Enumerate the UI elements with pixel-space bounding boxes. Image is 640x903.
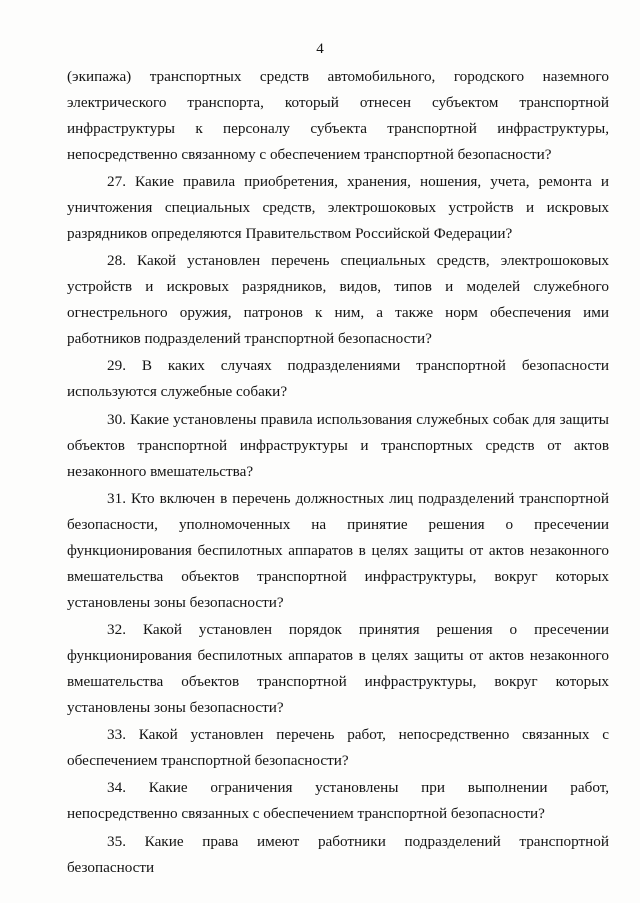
paragraph-item-31: 31. Кто включен в перечень должностных лиц подразделений транспортной безопасности, уполномоченных на принятие решения о пресечении функционирования беспилотных аппаратов в целях защиты от актов незаконного вмешательства объектов транспортной инфраструктуры, вокруг которых установлены зоны безопасности? [67,490,609,611]
page-number: 4 [316,41,324,57]
paragraph-item-29: 29. В каких случаях подразделениями транспортной безопасности используются служебные собаки? [67,357,609,401]
paragraph-item-27: 27. Какие правила приобретения, хранения, ношения, учета, ремонта и уничтожения специальных средств, электрошоковых устройств и искровых разрядников определяются Правительством Российской Федерации? [67,173,609,242]
paragraph-item-35: 35. Какие права имеют работники подразделений транспортной безопасности [67,832,609,876]
paragraph-item-34: 34. Какие ограничения установлены при выполнении работ, непосредственно связанных с обеспечением транспортной безопасности? [67,779,609,823]
paragraph-item-32: 32. Какой установлен порядок принятия решения о пресечении функционирования беспилотных аппаратов в целях защиты от актов незаконного вмешательства объектов транспортной инфраструктуры, вокруг которых установлены зоны безопасности? [67,621,609,716]
paragraph-item-30: 30. Какие установлены правила использования служебных собак для защиты объектов транспортной инфраструктуры и транспортных средств от актов незаконного вмешательства? [67,410,609,480]
paragraph-continuation: (экипажа) транспортных средств автомобильного, городского наземного электрического транспорта, который отнесен субъектом транспортной инфраструктуры к персоналу субъекта транспортной инфраструктуры, непосредственно связанному с обеспечением транспортной безопасности? [67,68,609,163]
paragraph-item-28: 28. Какой установлен перечень специальных средств, электрошоковых устройств и искровых разрядников, видов, типов и моделей служебного огнестрельного оружия, патронов к ним, а также норм обеспечения ими работников подразделений транспортной безопасности? [67,252,609,348]
paragraph-item-33: 33. Какой установлен перечень работ, непосредственно связанных с обеспечением транспортной безопасности? [67,726,609,770]
document-body [67,64,609,882]
